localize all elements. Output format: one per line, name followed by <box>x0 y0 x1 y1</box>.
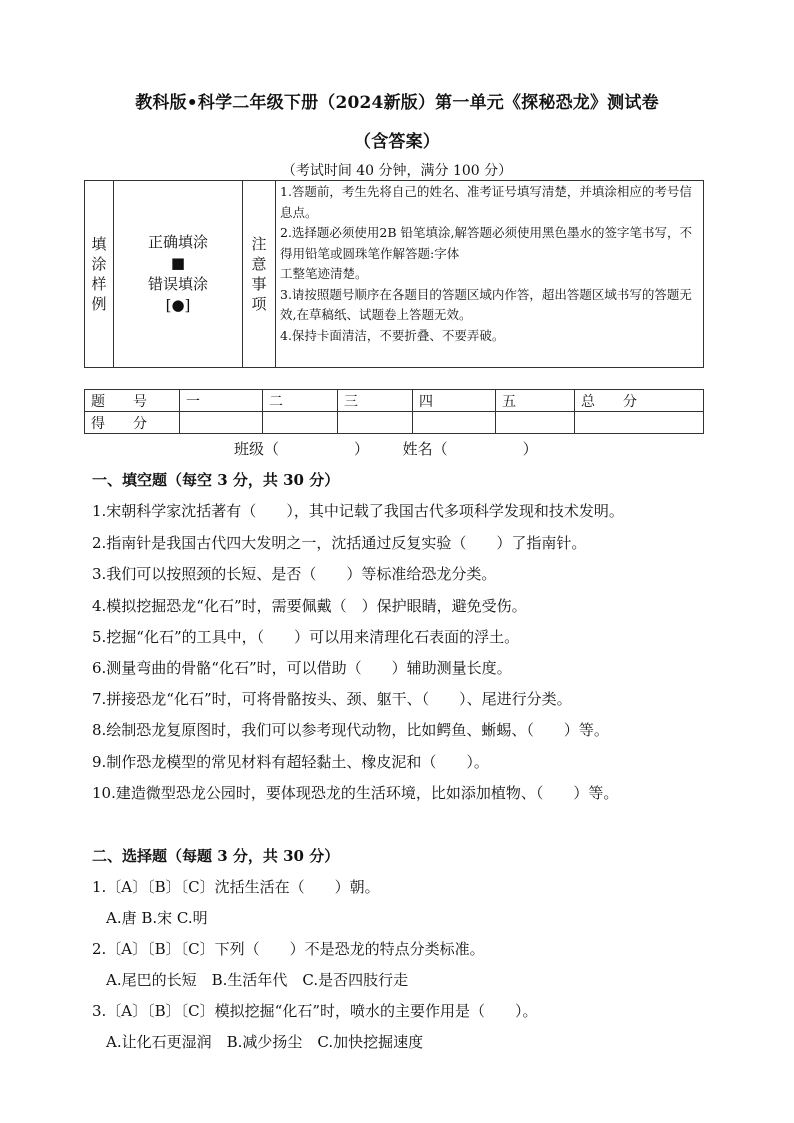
fill-question-7: 7.拼接恐龙“化石”时，可将骨骼按头、颈、躯干、（ ）、尾进行分类。 <box>92 690 572 708</box>
score-table <box>84 389 704 434</box>
score-row-label: 得 分 <box>85 412 180 434</box>
fill-question-2: 2.指南针是我国古代四大发明之一，沈括通过反复实验（ ）了指南针。 <box>92 534 587 552</box>
score-cell-total[interactable] <box>575 412 704 434</box>
fill-example-content <box>114 181 243 368</box>
score-cell-4[interactable] <box>413 412 496 434</box>
note-4: 4.保持卡面清洁，不要折叠、不要弄破。 <box>280 327 505 343</box>
score-cell-3[interactable] <box>338 412 413 434</box>
fill-question-10: 10.建造微型恐龙公园时，要体现恐龙的生活环境，比如添加植物、（ ）等。 <box>92 784 619 802</box>
student-info-line <box>234 438 538 459</box>
score-cell-2[interactable] <box>263 412 338 434</box>
fill-question-6: 6.测量弯曲的骨骼“化石”时，可以借助（ ）辅助测量长度。 <box>92 659 512 677</box>
class-field[interactable]: 班级（ ） <box>234 440 370 458</box>
choice-question-3: 3.〔A〕〔B〕〔C〕模拟挖掘“化石”时，喷水的主要作用是（ ）。 <box>92 1002 538 1020</box>
name-field[interactable]: 姓名（ ） <box>402 440 538 458</box>
fill-question-9: 9.制作恐龙模型的常见材料有超轻黏土、橡皮泥和（ ）。 <box>92 753 489 771</box>
fill-question-8: 8.绘制恐龙复原图时，我们可以参考现代动物，比如鳄鱼、蜥蜴、（ ）等。 <box>92 721 609 739</box>
choice-options-1: A.唐 B.宋 C.明 <box>106 909 208 927</box>
exam-info: （考试时间 40 分钟，满分 100 分） <box>281 163 513 179</box>
fill-example-table <box>84 180 704 368</box>
score-header-5: 五 <box>496 390 575 412</box>
section-2-title: 二、选择题（每题 3 分，共 30 分） <box>92 847 340 865</box>
document-title: 教科版•科学二年级下册（2024新版）第一单元《探秘恐龙》测试卷 <box>135 93 659 113</box>
fill-question-5: 5.挖掘“化石”的工具中，（ ）可以用来清理化石表面的浮土。 <box>92 628 520 646</box>
wrong-fill-label: 错误填涂 <box>147 275 208 293</box>
note-1: 1.答题前，考生先将自己的姓名、准考证号填写清楚，并填涂相应的考号信息点。 <box>280 184 692 220</box>
notes-label: 注 意 事 项 <box>243 181 276 368</box>
choice-question-2: 2.〔A〕〔B〕〔C〕下列（ ）不是恐龙的特点分类标准。 <box>92 940 485 958</box>
choice-options-2: A.尾巴的长短 B.生活年代 C.是否四肢行走 <box>106 971 409 989</box>
section-1-title: 一、填空题（每空 3 分，共 30 分） <box>92 471 340 489</box>
fill-question-1: 1.宋朝科学家沈括著有（ ），其中记载了我国古代多项科学发现和技术发明。 <box>92 502 624 520</box>
choice-options-3: A.让化石更湿润 B.减少扬尘 C.加快挖掘速度 <box>106 1033 424 1051</box>
score-header-2: 二 <box>263 390 338 412</box>
fill-example-label: 填 涂 样 例 <box>85 181 114 368</box>
wrong-fill-mark: [●] <box>165 296 191 314</box>
notes-content <box>276 181 704 368</box>
score-header-label: 题 号 <box>85 390 180 412</box>
note-3: 3.请按照题号顺序在各题目的答题区域内作答，超出答题区域书写的答题无效,在草稿纸、试题卷上答题无效。 <box>280 286 692 322</box>
correct-fill-mark: ■ <box>170 254 186 272</box>
score-header-1: 一 <box>180 390 263 412</box>
note-2: 2.选择题必须使用2B 铅笔填涂,解答题必须使用黑色墨水的签字笔书写，不得用铅笔或圆珠笔作解答题:字体 <box>280 225 693 261</box>
note-2-cont: 工整笔迹清楚。 <box>280 266 368 281</box>
fill-question-3: 3.我们可以按照颈的长短、是否（ ）等标准给恐龙分类。 <box>92 565 497 583</box>
score-header-total: 总 分 <box>575 390 704 412</box>
choice-question-1: 1.〔A〕〔B〕〔C〕沈括生活在（ ）朝。 <box>92 878 380 896</box>
score-cell-5[interactable] <box>496 412 575 434</box>
document-subtitle: （含答案） <box>354 132 440 152</box>
score-header-3: 三 <box>338 390 413 412</box>
fill-question-4: 4.模拟挖掘恐龙“化石”时，需要佩戴（ ）保护眼睛，避免受伤。 <box>92 597 527 615</box>
correct-fill-label: 正确填涂 <box>147 233 208 251</box>
score-header-4: 四 <box>413 390 496 412</box>
score-cell-1[interactable] <box>180 412 263 434</box>
